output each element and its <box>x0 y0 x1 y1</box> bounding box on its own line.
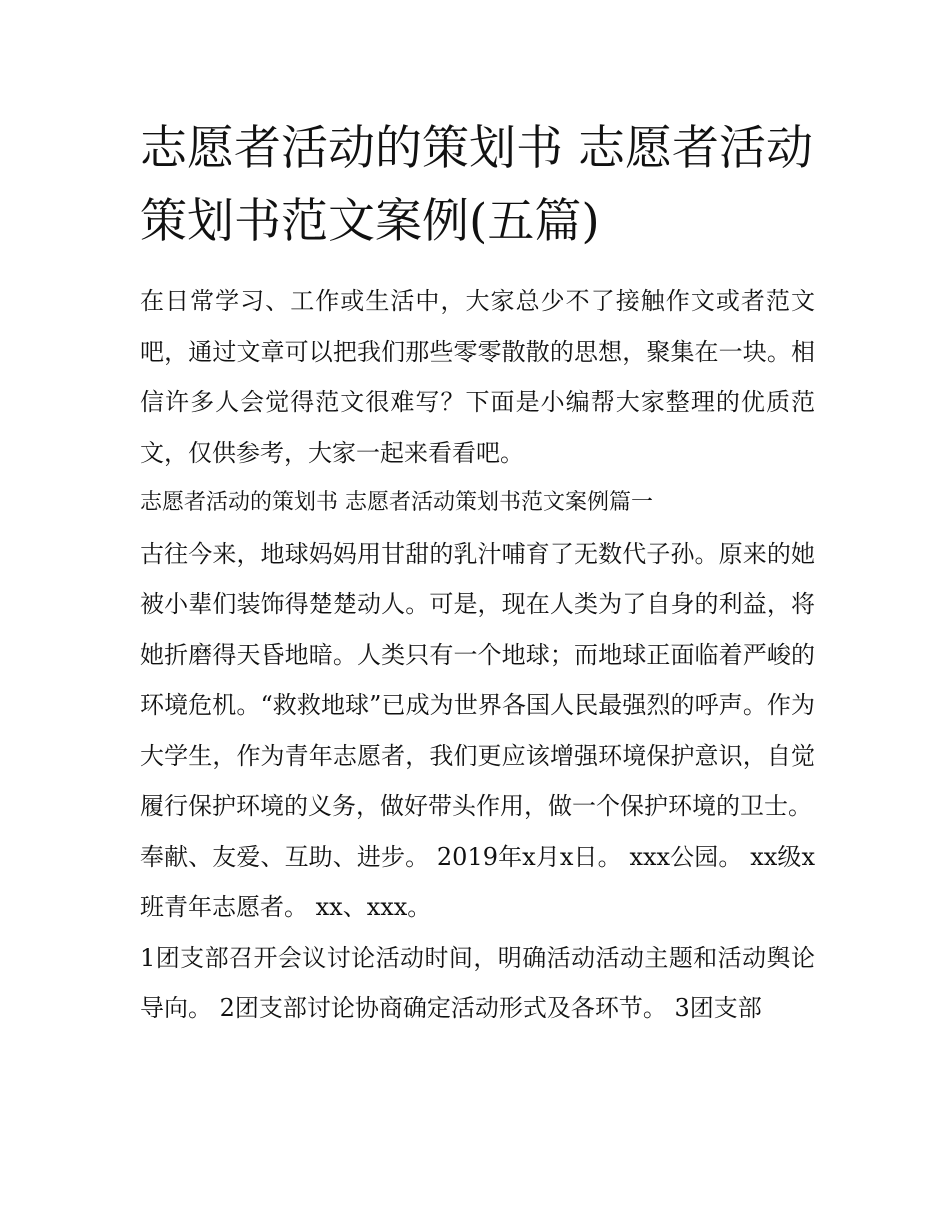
document-title: 志愿者活动的策划书 志愿者活动策划书范文案例(五篇) <box>140 121 813 249</box>
intro-paragraph: 在日常学习、工作或生活中，大家总少不了接触作文或者范文吧，通过文章可以把我们那些零零散散的思想，聚集在一块。相信许多人会觉得范文很难写？下面是小编帮大家整理的优质范文，仅供参考，大家一起来看看吧。 <box>140 287 815 467</box>
body-paragraph-1: 古往今来，地球妈妈用甘甜的乳汁哺育了无数代子孙。原来的她被小辈们装饰得楚楚动人。可是，现在人类为了自身的利益，将她折磨得天昏地暗。人类只有一个地球；而地球正面临着严峻的环境危机。“救救地球”已成为世界各国人民最强烈的呼声。作为大学生，作为青年志愿者，我们更应该增强环境保护意识，自觉履行保护环境的义务，做好带头作用，做一个保护环境的卫士。 <box>140 539 815 820</box>
document-body <box>140 112 815 1034</box>
section-heading: 志愿者活动的策划书 志愿者活动策划书范文案例篇一 <box>140 490 653 515</box>
body-paragraph-2: 奉献、友爱、互助、进步。 2019年x月x日。 xxx公园。 xx级x班青年志愿者。 xx、xxx。 <box>140 842 815 921</box>
body-paragraph-3: 1团支部召开会议讨论活动时间，明确活动活动主题和活动舆论导向。 2团支部讨论协商确定活动形式及各环节。 3团支部 <box>140 943 815 1022</box>
